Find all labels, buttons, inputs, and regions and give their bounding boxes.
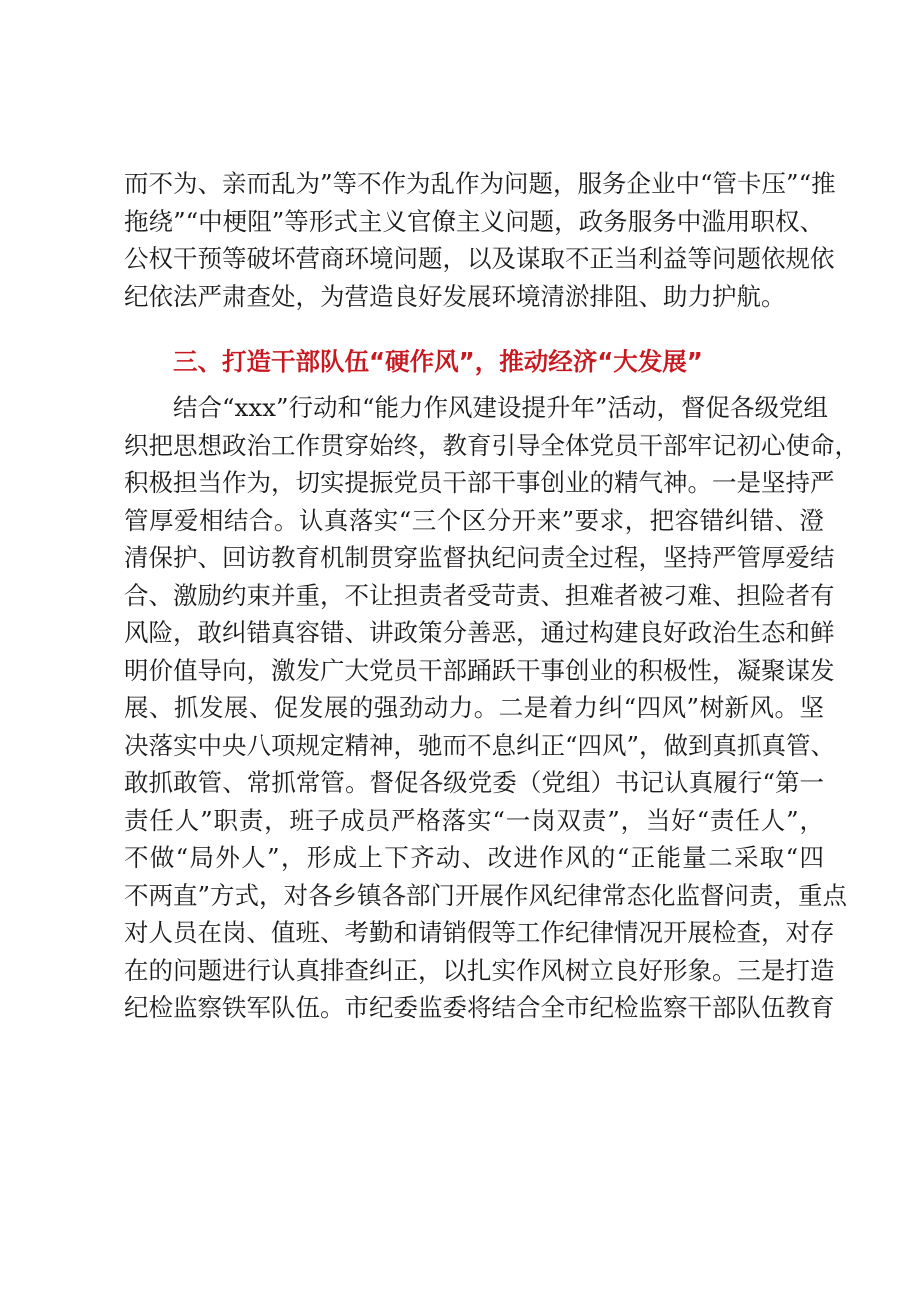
paragraph-line: 决落实中央八项规定精神，驰而不息纠正“四风”，做到真抓真管、: [124, 730, 836, 760]
paragraph-line: 明价值导向，激发广大党员干部踊跃干事创业的积极性，凝聚谋发: [124, 655, 835, 685]
paragraph-line: 结合“xxx”行动和“能力作风建设提升年”活动，督促各级党组: [173, 393, 829, 422]
paragraph-line: 纪检监察铁军队伍。市纪委监委将结合全市纪检监察干部队伍教育: [124, 993, 835, 1022]
paragraph-line: 不两直”方式，对各乡镇各部门开展作风纪律常态化监督问责，重点: [124, 880, 848, 910]
paragraph-line: 拖绕”“中梗阻”等形式主义官僚主义问题，政务服务中滥用职权、: [124, 206, 824, 236]
paragraph-line: 合、激励约束并重，不让担责者受苛责、担难者被刁难、担险者有: [124, 580, 835, 610]
paragraph-section-three: [124, 389, 859, 1027]
paragraph-line: 公权干预等破坏营商环境问题，以及谋取不正当利益等问题依规依: [124, 244, 835, 273]
paragraph-line: 而不为、亲而乱为”等不作为乱作为问题，服务企业中“管卡压”“推: [124, 169, 836, 198]
paragraph-continued: [124, 165, 836, 315]
paragraph-line: 管厚爱相结合。认真落实“三个区分开来”要求，把容错纠错、澄: [124, 505, 824, 535]
paragraph-line: 在的问题进行认真排查纠正，以扎实作风树立良好形象。三是打造: [124, 955, 835, 985]
paragraph-line: 不做“局外人”，形成上下齐动、改进作风的“正能量二采取“四: [124, 843, 824, 872]
paragraph-line: 敢抓敢管、常抓常管。督促各级党委（党组）书记认真履行“第一: [124, 768, 824, 797]
paragraph-line: 责任人”职责，班子成员严格落实“一岗双责”，当好“责任人”，: [124, 805, 824, 835]
paragraph-line: 纪依法严肃查处，为营造良好发展环境清淤排阻、助力护航。: [124, 281, 786, 311]
paragraph-line: 织把思想政治工作贯穿始终，教育引导全体党员干部牢记初心使命，: [124, 430, 859, 460]
paragraph-line: 风险，敢纠错真容错、讲政策分善恶，通过构建良好政治生态和鲜: [124, 618, 835, 647]
paragraph-line: 积极担当作为，切实提振党员干部干事创业的精气神。一是坚持严: [124, 468, 835, 497]
paragraph-line: 对人员在岗、值班、考勤和请销假等工作纪律情况开展检查，对存: [124, 918, 835, 947]
section-heading: [124, 343, 824, 381]
section-heading-text: 三、打造干部队伍“硬作风”，推动经济“大发展”: [173, 347, 703, 376]
paragraph-line: 清保护、回访教育机制贯穿监督执纪问责全过程，坚持严管厚爱结: [124, 543, 835, 572]
paragraph-line: 展、抓发展、促发展的强劲动力。二是着力纠“四风”树新风。坚: [124, 693, 824, 722]
